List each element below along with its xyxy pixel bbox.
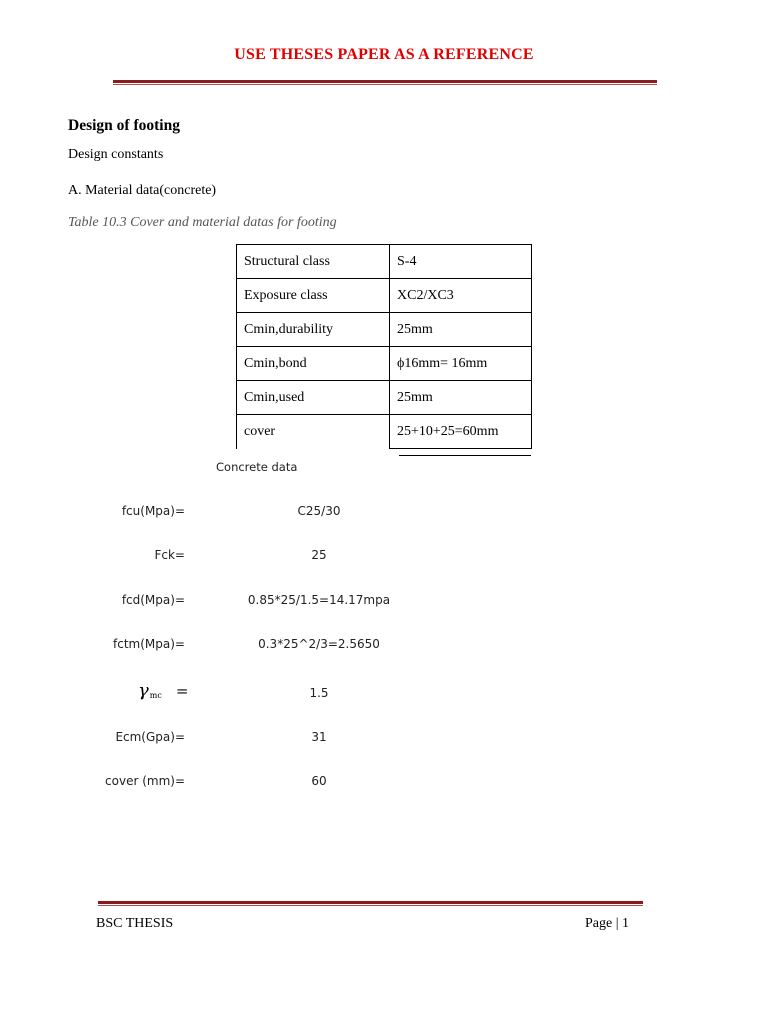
table-bottom-line — [399, 455, 531, 456]
page-number: Page | 1 — [585, 916, 630, 931]
fck-value: 25 — [311, 548, 327, 562]
table-caption: Table 10.3 Cover and material datas for footing — [68, 215, 337, 230]
table-row — [237, 347, 532, 381]
table-row — [237, 415, 532, 449]
fcd-label: fcd(Mpa)= — [121, 593, 185, 607]
table-cell-value: 25+10+25=60mm — [390, 415, 532, 449]
table-cell-label: Cmin,used — [237, 381, 390, 415]
table-cell-value: XC2/XC3 — [390, 279, 532, 313]
table-row — [237, 279, 532, 313]
fctm-label: fctm(Mpa)= — [113, 637, 185, 651]
cover-label: cover (mm)= — [105, 774, 185, 788]
table-row — [237, 245, 532, 279]
fck-label: Fck= — [154, 548, 185, 562]
table-cell-label: Cmin,bond — [237, 347, 390, 381]
table-cell-label: Cmin,durability — [237, 313, 390, 347]
design-constants-text: Design constants — [68, 147, 164, 162]
gamma-mc-label — [138, 680, 188, 701]
concrete-data-title: Concrete data — [216, 460, 298, 474]
fcu-value: C25/30 — [297, 504, 341, 518]
page-header-title: USE THESES PAPER AS A REFERENCE — [234, 46, 534, 63]
fctm-value: 0.3*25^2/3=2.5650 — [258, 637, 380, 651]
fcu-label: fcu(Mpa)= — [121, 504, 185, 518]
gamma-mc-value: 1.5 — [309, 686, 329, 700]
material-table — [236, 244, 532, 449]
gamma-subscript: mc — [149, 691, 162, 700]
table-cell-label: cover — [237, 415, 390, 449]
footer-rule — [98, 901, 643, 906]
footer-thesis-label: BSC THESIS — [96, 916, 174, 931]
material-data-text: A. Material data(concrete) — [68, 183, 217, 198]
section-heading: Design of footing — [68, 117, 180, 134]
table-cell-value: ϕ16mm= 16mm — [390, 347, 532, 381]
table-cell-value: 25mm — [390, 381, 532, 415]
ecm-label: Ecm(Gpa)= — [115, 730, 185, 744]
table-cell-label: Exposure class — [237, 279, 390, 313]
cover-value: 60 — [311, 774, 327, 788]
table-cell-label: Structural class — [237, 245, 390, 279]
fcd-value: 0.85*25/1.5=14.17mpa — [247, 593, 391, 607]
header-rule — [113, 80, 657, 85]
gamma-symbol: γ — [138, 680, 149, 701]
ecm-value: 31 — [311, 730, 327, 744]
table-cell-value: S-4 — [390, 245, 532, 279]
table-row — [237, 313, 532, 347]
table-cell-value: 25mm — [390, 313, 532, 347]
gamma-equals: = — [175, 682, 189, 700]
table-row — [237, 381, 532, 415]
